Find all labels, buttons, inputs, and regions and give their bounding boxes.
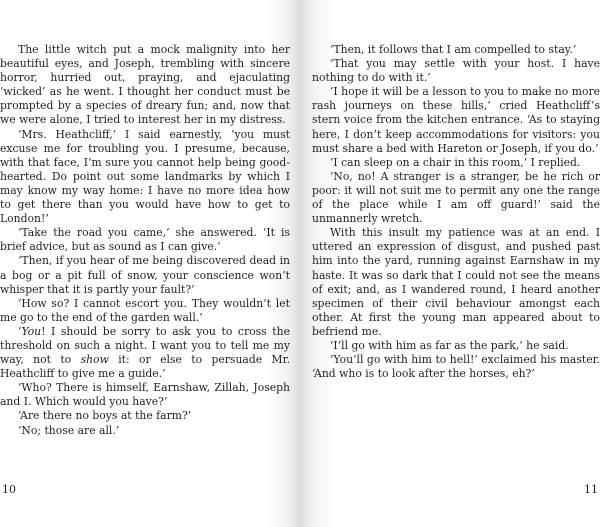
- text-run: ‘How so? I cannot escort you. They wouldn’t let me go to the end of the garden wall.’: [0, 296, 290, 324]
- text-run: With this insult my patience was at an end. I uttered an expression of disgust, and pushed past him into the yard, running against Earnshaw in my haste. It was so dark that I could not see the means of exit; and, as I wandered round, I heard another specimen of their civil behaviour amongst each other. At first the young man appeared about to befriend me.: [312, 226, 600, 338]
- right-page-text: [312, 43, 600, 381]
- paragraph: [0, 424, 290, 438]
- text-run: ‘That you may settle with your host. I have nothing to do with it.’: [312, 57, 600, 85]
- paragraph: [312, 170, 600, 226]
- paragraph: [0, 297, 290, 325]
- text-run: ‘Mrs. Heathcliff,’ I said earnestly, ‘you must excuse me for troubling you. I presume, because, with that face, I’m sure you cannot help being good-hearted. Do point out some landmarks by which I may know my way home: I have no more idea how to get there than you would have how to get to London!’: [0, 127, 290, 226]
- paragraph: [312, 156, 600, 170]
- text-run: it: or else to persuade Mr. Heathcliff to give me a guide.’: [0, 353, 290, 381]
- paragraph: [312, 57, 600, 85]
- paragraph: [0, 325, 290, 381]
- paragraph: [312, 339, 600, 353]
- text-run: ‘You’ll go with him to hell!’ exclaimed his master. ‘And who is to look after the horses, eh?’: [312, 353, 600, 381]
- paragraph: [0, 128, 290, 227]
- paragraph: [312, 353, 600, 381]
- italic-text: show: [80, 353, 109, 367]
- text-run: The little witch put a mock malignity into her beautiful eyes, and Joseph, trembling with sincere horror, hurried out, praying, and ejaculating ‘wicked’ as he went. I thought her conduct must be prompted by a species of dreary fun; and, now that we were alone, I tried to interest her in my distress.: [0, 43, 290, 127]
- text-run: ‘I’ll go with him as far as the park,’ he said.: [330, 338, 569, 352]
- text-run: ‘I can sleep on a chair in this room,’ I replied.: [330, 155, 581, 169]
- italic-text: You: [21, 324, 42, 338]
- text-run: ‘: [18, 324, 22, 338]
- left-page-text: [0, 43, 290, 438]
- text-run: ‘Who? There is himself, Earnshaw, Zillah, Joseph and I. Which would you have?’: [0, 381, 290, 409]
- text-run: ‘No, no! A stranger is a stranger, be he rich or poor: it will not suit me to permit any one the range of the place while I am off guard!’ said the unmannerly wretch.: [312, 169, 600, 226]
- text-run: ‘No; those are all.’: [18, 423, 120, 437]
- paragraph: [0, 226, 290, 254]
- text-run: ‘Then, if you hear of me being discovered dead in a bog or a pit full of snow, your conscience won’t whisper that it is partly your fault?’: [0, 254, 290, 296]
- text-run: ‘I hope it will be a lesson to you to make no more rash journeys on these hills,’ cried Heathcliff’s stern voice from the kitchen entrance. ‘As to staying here, I don’t keep accommodations for visitors: you must share a bed with Hareton or Joseph, if you do.’: [312, 85, 600, 155]
- paragraph: [0, 409, 290, 423]
- text-run: ‘Are there no boys at the farm?’: [18, 409, 192, 423]
- text-run: ! I should be sorry to ask you to cross the threshold on such a night. I want you to tell me my way, not to: [0, 324, 290, 367]
- paragraph: [312, 226, 600, 339]
- paragraph: [0, 381, 290, 409]
- paragraph: [0, 43, 290, 128]
- text-run: ‘Then, it follows that I am compelled to stay.’: [330, 43, 577, 56]
- right-page: [300, 0, 600, 527]
- paragraph: [312, 43, 600, 57]
- left-page-number: 10: [2, 483, 16, 496]
- paragraph: [0, 254, 290, 296]
- right-page-number: 11: [584, 483, 598, 496]
- paragraph: [312, 85, 600, 155]
- text-run: ‘Take the road you came,’ she answered. ‘It is brief advice, but as sound as I can give.’: [0, 226, 290, 254]
